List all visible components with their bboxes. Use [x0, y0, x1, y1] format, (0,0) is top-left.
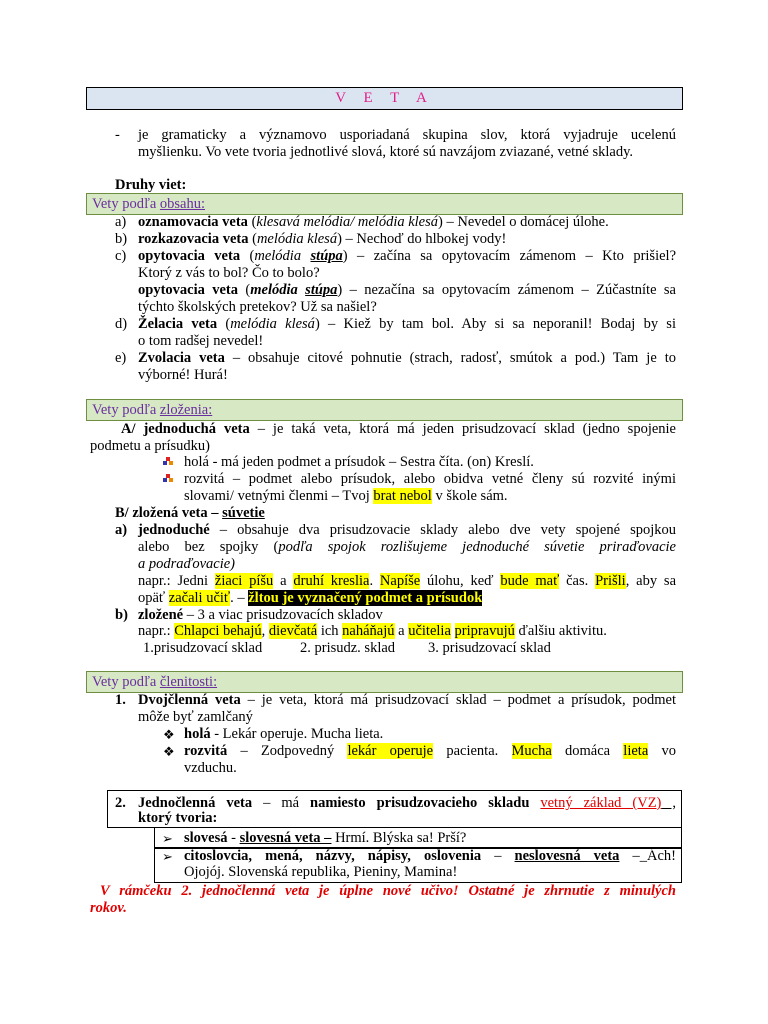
t: ( [248, 231, 257, 247]
t: úlohu, keď [420, 573, 501, 589]
zlozena-heading [115, 505, 265, 522]
t: – je taká veta, ktorá má jeden prisudzovací sklad (jedno spojenie [249, 421, 676, 437]
t: jednoduché [138, 522, 210, 538]
jednoduche-marker: a) [115, 522, 128, 538]
bullet-square-icon [163, 474, 173, 484]
item-e-line1 [138, 350, 676, 367]
sklad-2: 2. prisudz. sklad [300, 640, 396, 656]
intro-dash: - [115, 127, 120, 143]
t: slovesá [184, 830, 228, 846]
t: ( [240, 248, 255, 264]
highlight: žiaci píšu [214, 573, 274, 589]
t: slovami/ vetnými členmi – Tvoj [184, 488, 374, 504]
t: neslovesná veta [514, 848, 620, 864]
red-term: vetný základ (VZ) [540, 795, 662, 811]
zlozene-line1 [138, 607, 383, 624]
zlozene-marker: b) [115, 607, 128, 623]
rozvita-line2 [184, 488, 508, 505]
highlight: dievčatá [268, 623, 318, 639]
item-c-line2: Ktorý z vás to bol? Čo to bolo? [138, 265, 320, 281]
t: Želacia veta [138, 316, 218, 332]
sklad-1: 1.prisudzovací sklad [143, 640, 263, 656]
section-prefix: Vety podľa [92, 196, 160, 212]
item-e-marker: e) [115, 350, 127, 366]
highlight: Napíše [379, 573, 421, 589]
t: . [369, 573, 380, 589]
t: , [261, 623, 269, 639]
section-zlozenia [86, 399, 683, 421]
bullet-square-icon [163, 457, 173, 467]
jednoclenna-line1 [138, 795, 676, 812]
rozvita2-line2: vzduchu. [184, 760, 237, 776]
highlight: bude mať [500, 573, 560, 589]
t: ) – Nechoď do hlbokej vody! [337, 231, 507, 247]
section-word: členitosti: [159, 674, 218, 690]
t: ( [217, 316, 231, 332]
dvojclenna-line2: môže byť zamlčaný [138, 709, 253, 725]
item-c-marker: c) [115, 248, 127, 264]
section-word: zloženia: [159, 402, 213, 418]
arrow-bullet-icon: ➢ [162, 849, 173, 864]
item-e-line2: výborné! Hurá! [138, 367, 228, 383]
t: –_Ách! [619, 848, 676, 864]
section-obsahu [86, 193, 683, 215]
page-title: V E T A [335, 90, 434, 106]
highlight: Mucha [511, 743, 552, 759]
t: pacienta. [433, 743, 512, 759]
diamond-bullet-icon: ❖ [163, 744, 175, 759]
slovesa-line [184, 830, 466, 847]
highlight: Prišli [595, 573, 626, 589]
note-line2: rokov. [90, 900, 127, 916]
item-b [138, 231, 506, 248]
t: opäť [138, 590, 169, 606]
t: napr.: Jedni [138, 573, 215, 589]
hola-line: holá - má jeden podmet a prísudok – Sestra číta. (on) Kreslí. [184, 454, 534, 470]
item-d-marker: d) [115, 316, 128, 332]
t: - [227, 830, 240, 846]
item-d-line1 [138, 316, 676, 333]
t: ich [317, 623, 343, 639]
t: melódia [254, 248, 311, 264]
rozvita-line1: rozvitá – podmet alebo prísudok, alebo obidva vetné členy sú rozvité inými [184, 471, 676, 487]
section-prefix: Vety podľa [92, 674, 160, 690]
item-a-marker: a) [115, 214, 127, 230]
t: – je veta, ktorá má prisudzovací sklad – podmet a prísudok, podmet [240, 692, 676, 708]
hola2-line [184, 726, 383, 743]
highlight: druhí kreslia [293, 573, 370, 589]
item-a [138, 214, 609, 231]
arrow-bullet-icon: ➢ [162, 831, 173, 846]
t: Jednočlenná veta [138, 795, 253, 811]
t: – Zodpovedný [227, 743, 348, 759]
jednoduche-line2 [138, 539, 676, 556]
napr1-line2 [138, 590, 482, 607]
t: . – [230, 590, 249, 606]
highlight: brat nebol [373, 488, 432, 504]
section-prefix: Vety podľa [92, 402, 160, 418]
highlight: lieta [623, 743, 649, 759]
section-zlozenia-label [92, 401, 212, 419]
t: stúpa [310, 248, 343, 264]
jednoduche-line3: a podraďovacie) [138, 556, 236, 572]
t: - Lekár operuje. Mucha lieta. [210, 726, 384, 742]
jednoducha-line1 [121, 421, 676, 438]
black-highlight: žltou je vyznačený podmet a prísudok [248, 590, 483, 606]
intro-line-1: je gramaticky a významovo usporiadaná skupina slov, ktorá vyjadruje ucelenú [138, 127, 676, 143]
t: melódia klesá [230, 316, 315, 332]
jednoducha-line2: podmetu a prísudku) [90, 438, 211, 454]
t: A/ jednoduchá veta [121, 421, 250, 437]
t: zložené [138, 607, 184, 623]
item-b-marker: b) [115, 231, 128, 247]
highlight: začali učiť [168, 590, 231, 606]
section-clenitosti-label [92, 673, 217, 691]
highlight: pripravujú [454, 623, 515, 639]
item-a-italic: klesavá melódia/ melódia klesá [256, 214, 439, 230]
highlight: učitelia [408, 623, 451, 639]
t: opytovacia veta [138, 282, 239, 298]
note-line1: V rámčeku 2. jednočlenná veta je úplne nové učivo! Ostatné je zhrnutie z minulých [100, 883, 676, 899]
jednoclenna-line2: ktorý tvoria: [138, 810, 218, 826]
t: Zvolacia veta [138, 350, 225, 366]
rozvita2-line1 [184, 743, 676, 760]
t: a [273, 573, 294, 589]
sklad-3: 3. prisudzovací sklad [428, 640, 551, 656]
t: domáca [551, 743, 624, 759]
dvojclenna-marker: 1. [115, 692, 126, 708]
t: melódia [250, 282, 306, 298]
t: Hrmí. Blýska sa! Prší? [331, 830, 467, 846]
highlight: Chlapci behajú [174, 623, 262, 639]
t: – má [252, 795, 311, 811]
druhy-heading: Druhy viet: [115, 177, 187, 193]
item-c-line1 [138, 248, 676, 265]
item-d-line2: o tom radšej nevedel! [138, 333, 264, 349]
t: B/ zložená veta – [115, 505, 223, 521]
t: citoslovcia, mená, názvy, nápisy, oslovenia [184, 848, 482, 864]
highlight: naháňajú [342, 623, 395, 639]
t: stúpa [305, 282, 338, 298]
item-c-bold: opytovacia veta [138, 248, 241, 264]
citoslovcia-line1 [184, 848, 676, 865]
t: – [481, 848, 515, 864]
napr1-line1 [138, 573, 676, 590]
section-word: obsahu: [159, 196, 206, 212]
t: ( [247, 214, 257, 230]
title-box [86, 87, 683, 110]
t: Dvojčlenná veta [138, 692, 241, 708]
citoslovcia-line2: Ojojój. Slovenská republika, Pieniny, Mamina! [184, 864, 458, 880]
t: ) – Kiež by tam bol. Aby si sa neporanil! Bodaj by si [314, 316, 676, 332]
item-a-bold: oznamovacia veta [138, 214, 248, 230]
t: , aby sa [625, 573, 677, 589]
t: ( [238, 282, 251, 298]
dvojclenna-line1 [138, 692, 676, 709]
t: ďalšiu aktivitu. [514, 623, 607, 639]
t: holá [184, 726, 211, 742]
t: ) – nezačína sa opytovacím zámenom – Zúčastníte sa [337, 282, 676, 298]
t: vo [648, 743, 676, 759]
t: alebo bez spojky ( [138, 539, 279, 555]
t: čas. [559, 573, 596, 589]
t: súvetie [222, 505, 265, 521]
t: – 3 a viac prisudzovacích skladov [183, 607, 383, 623]
t: , [661, 795, 676, 811]
item-c-line3 [138, 282, 676, 299]
highlight: lekár operuje [347, 743, 434, 759]
section-obsahu-label [92, 195, 205, 213]
t: ) – Nevedel o domácej úlohe. [438, 214, 609, 230]
intro-line-2: myšlienku. Vo vete tvoria jednotlivé slová, ktoré sú navzájom zviazané, vetné sklady. [138, 144, 634, 160]
t: a [394, 623, 409, 639]
napr2-line [138, 623, 607, 640]
t: – obsahuje citové pohnutie (strach, radosť, smútok a pod.) Tam je to [224, 350, 676, 366]
t: – obsahuje dva prisudzovacie sklady alebo dve vety spojené spojkou [209, 522, 676, 538]
t: napr.: [138, 623, 175, 639]
t: slovesná veta – [239, 830, 332, 846]
t: namiesto prisudzovacieho skladu [310, 795, 530, 811]
section-clenitosti [86, 671, 683, 693]
jednoduche-line1 [138, 522, 676, 539]
t: ) – začína sa opytovacím zámenom – Kto prišiel? [342, 248, 677, 264]
jednoclenna-marker: 2. [115, 795, 126, 811]
item-b-bold: rozkazovacia veta [138, 231, 249, 247]
t: podľa spojok rozlišujeme jednoduché súvetie priraďovacie [278, 539, 676, 555]
item-c-line4: týchto školských pretekov? Už sa našiel? [138, 299, 377, 315]
t: v škole sám. [431, 488, 508, 504]
diamond-bullet-icon: ❖ [163, 727, 175, 742]
item-b-italic: melódia klesá [256, 231, 338, 247]
t [451, 623, 455, 639]
t: rozvitá [184, 743, 228, 759]
